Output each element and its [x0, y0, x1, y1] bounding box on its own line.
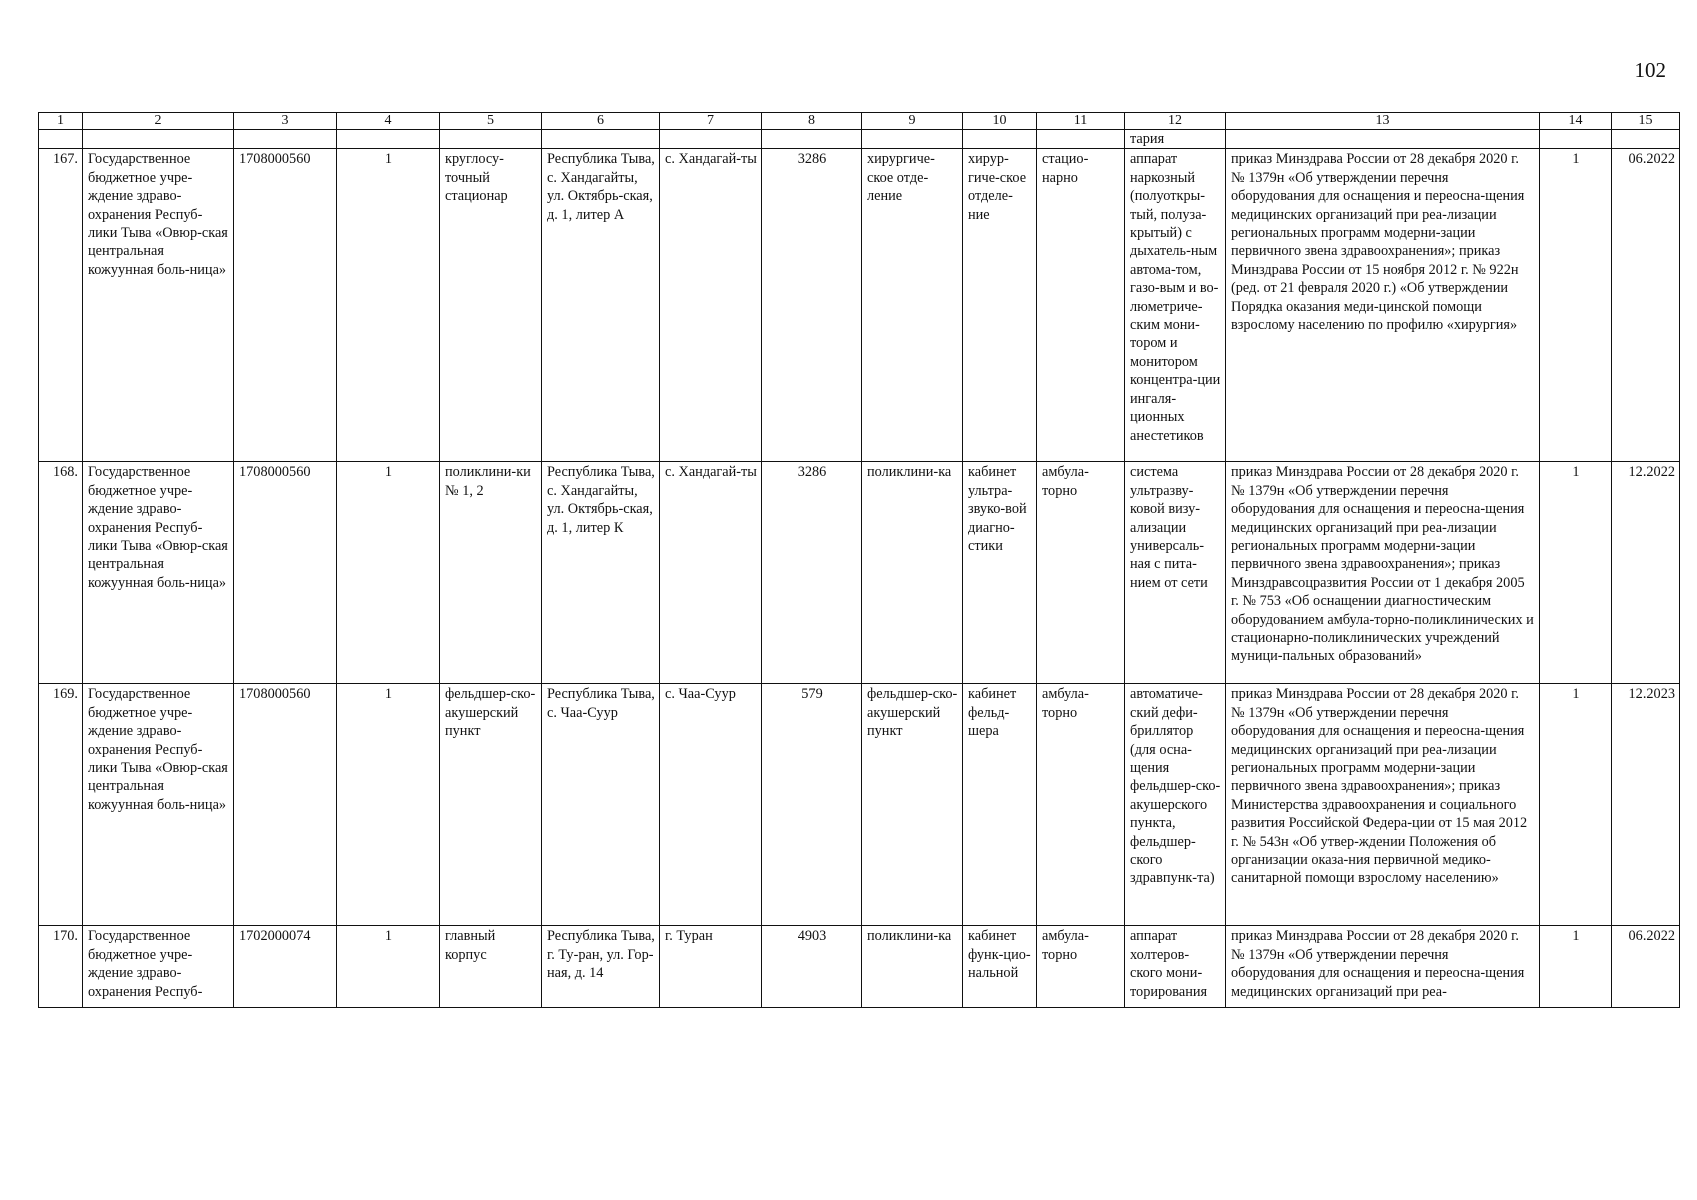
delivery-date-cell: 12.2022: [1612, 462, 1680, 684]
header-cell: 5: [440, 113, 542, 130]
delivery-date-cell: 06.2022: [1612, 149, 1680, 462]
legal-basis-cell: приказ Минздрава России от 28 декабря 2020 г. № 1379н «Об утверждении перечня оборудования для оснащения и переосна-щения медицинских организаций при реа-лизации региональных программ модерни-зации первичного звена здравоохранения»; приказ Министерства здравоохранения и социального развития Российской Федера-ции от 15 мая 2012 г. № 543н «Об утвер-ждении Положения об организации оказа-ния первичной медико-санитарной помощи взрослому населению»: [1226, 684, 1540, 926]
org-code-cell: 1708000560: [234, 149, 337, 462]
row-number-cell: 168.: [39, 462, 83, 684]
delivery-date-cell: 06.2022: [1612, 926, 1680, 1008]
address-cell: Республика Тыва, г. Ту-ран, ул. Гор-ная, д. 14: [542, 926, 660, 1008]
equipment-name-cell: автоматиче-ский дефи-бриллятор (для осна-щения фельдшер-ско-акушерского пункта, фельдшер-ского здравпунк-та): [1125, 684, 1226, 926]
organization-name-cell: Государственное бюджетное учре-ждение здраво-охранения Респуб-: [83, 926, 234, 1008]
header-cell: 2: [83, 113, 234, 130]
population-cell: 4903: [762, 926, 862, 1008]
organization-name-cell: Государственное бюджетное учре-ждение здраво-охранения Респуб-лики Тыва «Овюр-ская центральная кожуунная боль-ница»: [83, 462, 234, 684]
equipment-count-cell: 1: [1540, 684, 1612, 926]
address-cell: Республика Тыва, с. Хандагайты, ул. Октябрь-ская, д. 1, литер К: [542, 462, 660, 684]
room-cell: хирур-гиче-ское отделе-ние: [963, 149, 1037, 462]
table-row: [39, 926, 1680, 1008]
header-cell: 4: [337, 113, 440, 130]
header-cell: 11: [1037, 113, 1125, 130]
table-row: [39, 462, 1680, 684]
header-cell: 9: [862, 113, 963, 130]
department-cell: поликлини-ка: [862, 926, 963, 1008]
equipment-count-cell: 1: [1540, 926, 1612, 1008]
care-mode-cell: амбула-торно: [1037, 926, 1125, 1008]
header-cell: 13: [1226, 113, 1540, 130]
care-mode-cell: амбула-торно: [1037, 462, 1125, 684]
locality-cell: с. Чаа-Суур: [660, 684, 762, 926]
legal-basis-cell: приказ Минздрава России от 28 декабря 2020 г. № 1379н «Об утверждении перечня оборудования для оснащения и переосна-щения медицинских организаций при реа-лизации региональных программ модерни-зации первичного звена здравоохранения»; приказ Минздрава России от 15 ноября 2012 г. № 922н (ред. от 21 февраля 2020 г.) «Об утверждении Порядка оказания меди-цинской помощи взрослому населению по профилю «хирургия»: [1226, 149, 1540, 462]
equipment-count-cell: 1: [1540, 149, 1612, 462]
building-count-cell: 1: [337, 926, 440, 1008]
header-cell: 3: [234, 113, 337, 130]
building-type-cell: фельдшер-ско-акушерский пункт: [440, 684, 542, 926]
room-cell: кабинет функ-цио-нальной: [963, 926, 1037, 1008]
continuation-text: тария: [1125, 130, 1226, 149]
population-cell: 579: [762, 684, 862, 926]
org-code-cell: 1708000560: [234, 462, 337, 684]
header-cell: 10: [963, 113, 1037, 130]
legal-basis-cell: приказ Минздрава России от 28 декабря 2020 г. № 1379н «Об утверждении перечня оборудования для оснащения и переосна-щения медицинских организаций при реа-лизации региональных программ модерни-зации первичного звена здравоохранения»; приказ Минздравсоцразвития России от 1 декабря 2005 г. № 753 «Об оснащении диагностическим оборудованием амбула-торно-поликлинических и стационарно-поликлинических учреждений муници-пальных образований»: [1226, 462, 1540, 684]
building-count-cell: 1: [337, 462, 440, 684]
population-cell: 3286: [762, 462, 862, 684]
equipment-name-cell: аппарат холтеров-ского мони-торирования: [1125, 926, 1226, 1008]
department-cell: поликлини-ка: [862, 462, 963, 684]
header-cell: 1: [39, 113, 83, 130]
locality-cell: г. Туран: [660, 926, 762, 1008]
row-number-cell: 167.: [39, 149, 83, 462]
page-number: 102: [1634, 58, 1666, 82]
department-cell: фельдшер-ско-акушерский пункт: [862, 684, 963, 926]
equipment-count-cell: 1: [1540, 462, 1612, 684]
building-count-cell: 1: [337, 684, 440, 926]
equipment-table: [38, 112, 1680, 1008]
locality-cell: с. Хандагай-ты: [660, 149, 762, 462]
equipment-name-cell: аппарат наркозный (полуоткры-тый, полуза-крытый) с дыхатель-ным автома-том, газо-вым и во-люметриче-ским мони-тором и монитором концентра-ции ингаля-ционных анестетиков: [1125, 149, 1226, 462]
address-cell: Республика Тыва, с. Чаа-Суур: [542, 684, 660, 926]
building-type-cell: главный корпус: [440, 926, 542, 1008]
header-cell: 7: [660, 113, 762, 130]
org-code-cell: 1708000560: [234, 684, 337, 926]
organization-name-cell: Государственное бюджетное учре-ждение здраво-охранения Респуб-лики Тыва «Овюр-ская центральная кожуунная боль-ница»: [83, 149, 234, 462]
room-cell: кабинет ультра-звуко-вой диагно-стики: [963, 462, 1037, 684]
locality-cell: с. Хандагай-ты: [660, 462, 762, 684]
header-cell: 12: [1125, 113, 1226, 130]
care-mode-cell: амбула-торно: [1037, 684, 1125, 926]
column-number-header: [39, 113, 1680, 130]
department-cell: хирургиче-ское отде-ление: [862, 149, 963, 462]
org-code-cell: 1702000074: [234, 926, 337, 1008]
room-cell: кабинет фельд-шера: [963, 684, 1037, 926]
table-row: [39, 684, 1680, 926]
building-count-cell: 1: [337, 149, 440, 462]
building-type-cell: поликлини-ки № 1, 2: [440, 462, 542, 684]
care-mode-cell: стацио-нарно: [1037, 149, 1125, 462]
table-row: [39, 149, 1680, 462]
row-number-cell: 169.: [39, 684, 83, 926]
header-cell: 15: [1612, 113, 1680, 130]
header-cell: 14: [1540, 113, 1612, 130]
delivery-date-cell: 12.2023: [1612, 684, 1680, 926]
legal-basis-cell: приказ Минздрава России от 28 декабря 2020 г. № 1379н «Об утверждении перечня оборудования для оснащения и переосна-щения медицинских организаций при реа-: [1226, 926, 1540, 1008]
continuation-row: [39, 130, 1680, 149]
row-number-cell: 170.: [39, 926, 83, 1008]
header-cell: 6: [542, 113, 660, 130]
address-cell: Республика Тыва, с. Хандагайты, ул. Октябрь-ская, д. 1, литер А: [542, 149, 660, 462]
building-type-cell: круглосу-точный стационар: [440, 149, 542, 462]
organization-name-cell: Государственное бюджетное учре-ждение здраво-охранения Респуб-лики Тыва «Овюр-ская центральная кожуунная боль-ница»: [83, 684, 234, 926]
population-cell: 3286: [762, 149, 862, 462]
header-cell: 8: [762, 113, 862, 130]
equipment-name-cell: система ультразву-ковой визу-ализации универсаль-ная с пита-нием от сети: [1125, 462, 1226, 684]
